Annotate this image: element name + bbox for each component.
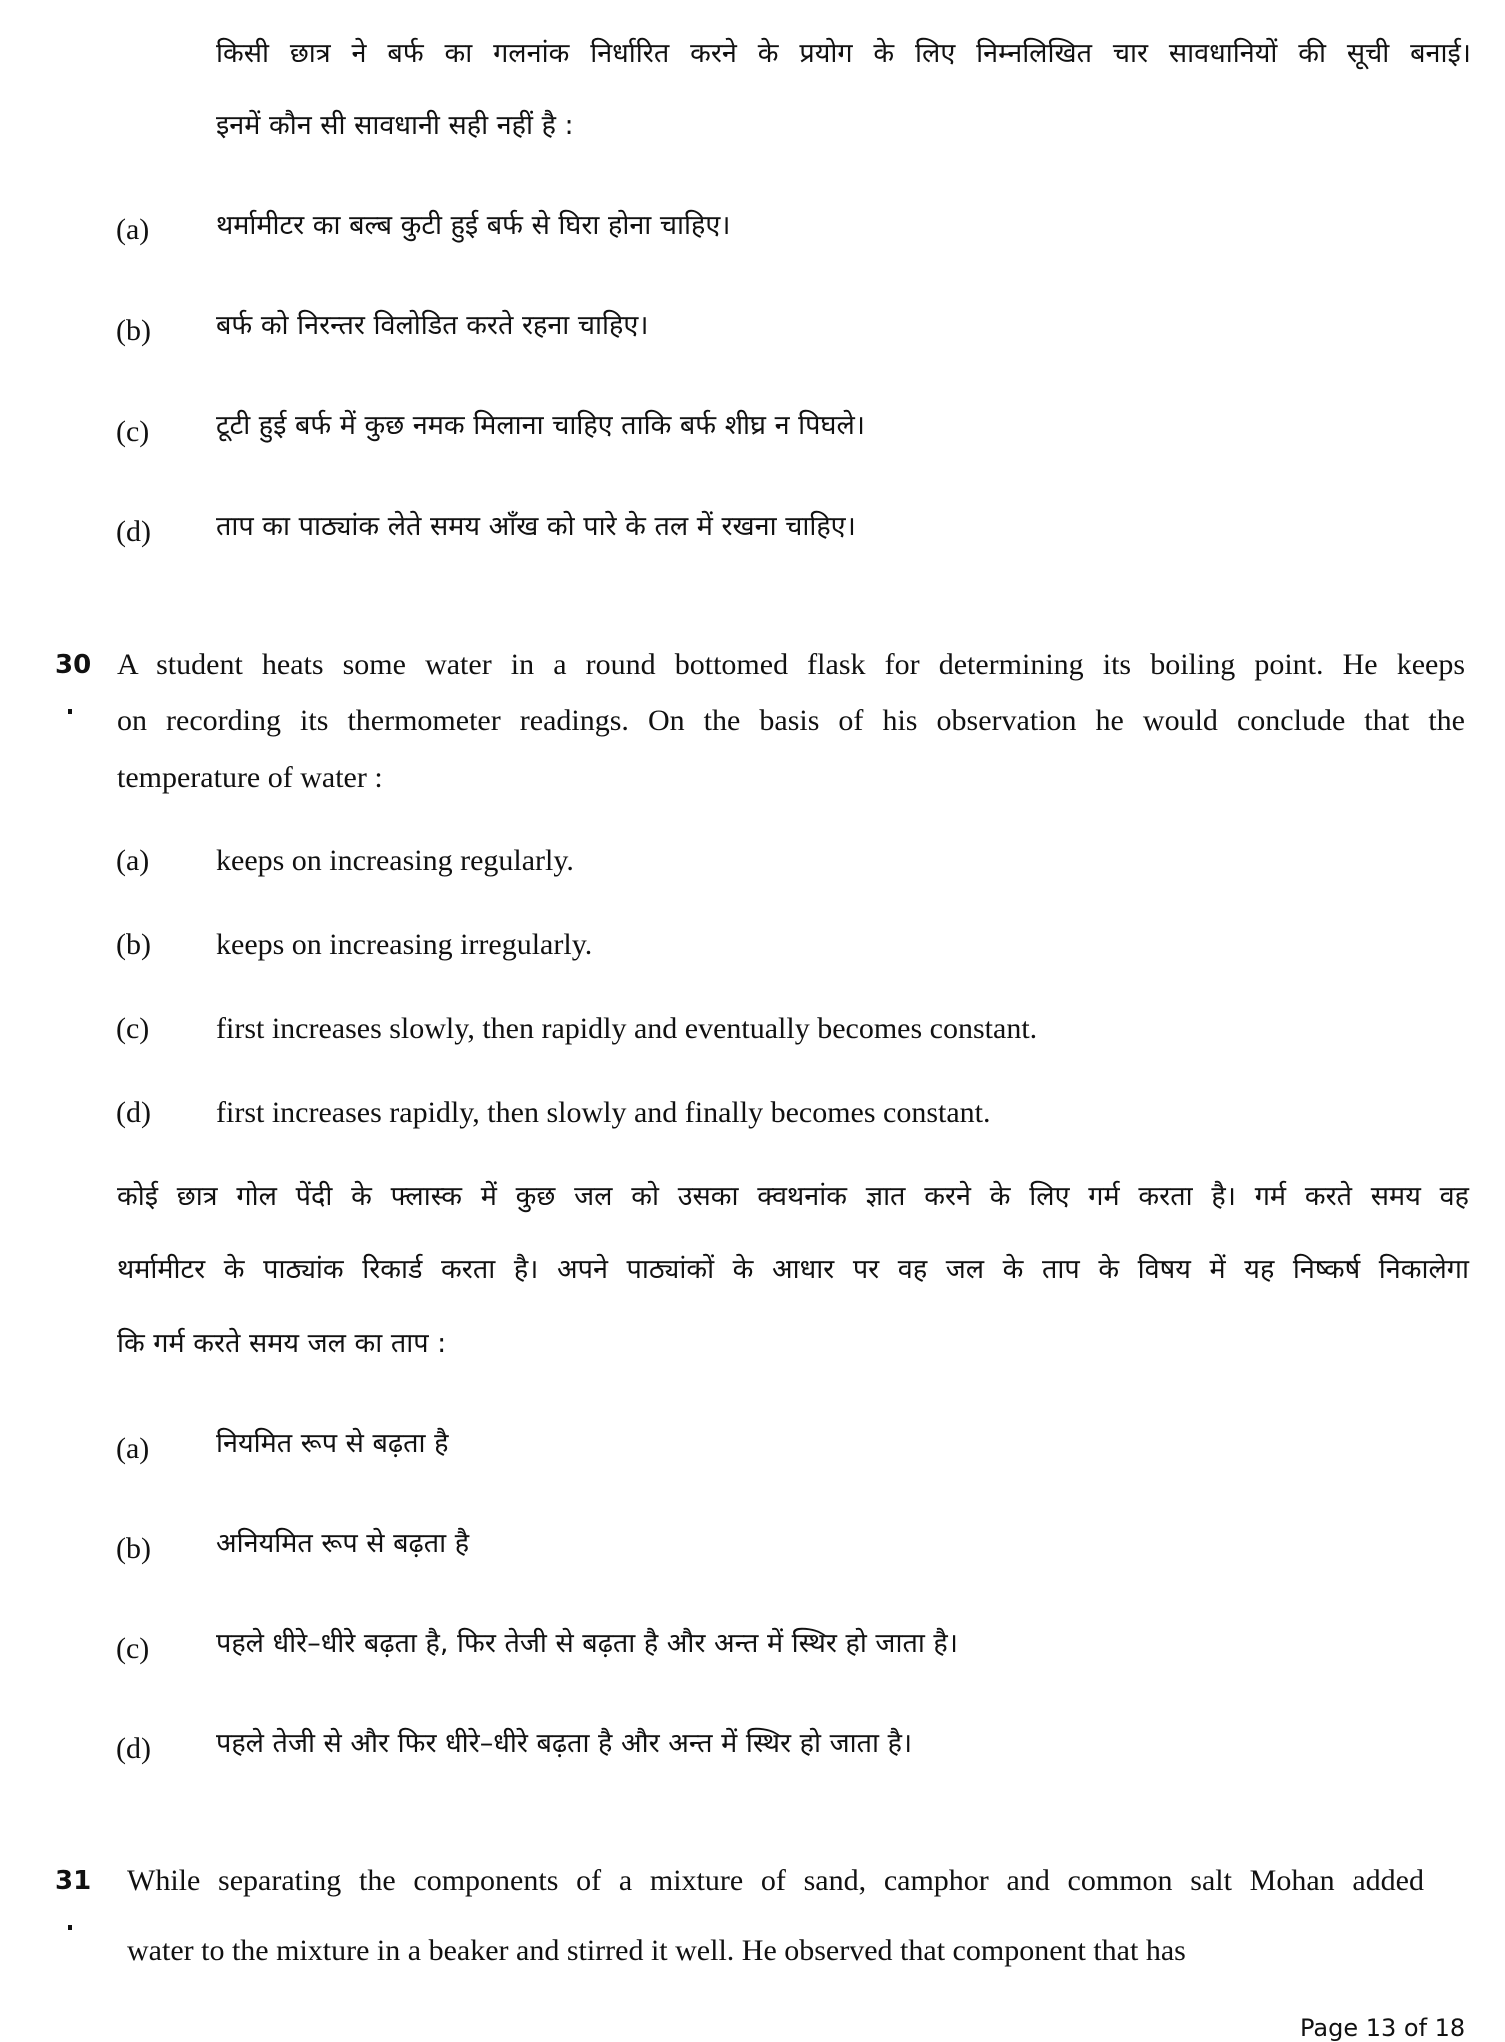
q29-option-d-text: ताप का पाठ्यांक लेते समय आँख को पारे के तल में रखना चाहिए। — [216, 511, 856, 542]
q29-option-d-label: (d) — [116, 515, 151, 548]
q29-option-c-text: टूटी हुई बर्फ में कुछ नमक मिलाना चाहिए ताकि बर्फ शीघ्र न पिघले। — [216, 410, 865, 441]
q29-option-c-label: (c) — [116, 415, 150, 448]
q30-option-c-text: first increases slowly, then rapidly and eventually becomes constant. — [216, 1012, 1038, 1045]
q30-stem-line-2: on recording its thermometer readings. On the basis of his observation he would conclude that the — [117, 704, 1465, 737]
q30-hindi-option-c-label: (c) — [116, 1632, 150, 1665]
q30-hindi-stem-line-3: कि गर्म करते समय जल का ताप : — [117, 1328, 447, 1359]
page-number: Page 13 of 18 — [1300, 2014, 1466, 2042]
q30-hindi-option-a-label: (a) — [116, 1432, 150, 1465]
q31-number: 31 — [55, 1866, 92, 1896]
q30-hindi-option-d-text: पहले तेजी से और फिर धीरे–धीरे बढ़ता है और अन्त में स्थिर हो जाता है। — [216, 1728, 913, 1759]
q31-number-dot — [68, 1925, 72, 1930]
q30-hindi-stem-line-1: कोई छात्र गोल पेंदी के फ्लास्क में कुछ जल को उसका क्वथनांक ज्ञात करने के लिए गर्म करता है। गर्म करते समय वह — [117, 1181, 1469, 1212]
q30-option-a-label: (a) — [116, 844, 150, 877]
q29-option-b-text: बर्फ को निरन्तर विलोडित करते रहना चाहिए। — [216, 310, 649, 341]
q30-number: 30 — [55, 650, 92, 680]
q30-hindi-option-b-label: (b) — [116, 1532, 151, 1565]
q30-hindi-stem-line-2: थर्मामीटर के पाठ्यांक रिकार्ड करता है। अपने पाठ्यांकों के आधार पर वह जल के ताप के विषय में यह निष्कर्ष निकालेगा — [117, 1254, 1469, 1285]
q29-option-a-text: थर्मामीटर का बल्ब कुटी हुई बर्फ से घिरा होना चाहिए। — [216, 210, 731, 241]
q30-option-b-label: (b) — [116, 928, 151, 961]
q29-hindi-stem-line-2: इनमें कौन सी सावधानी सही नहीं है : — [216, 110, 574, 141]
q30-number-dot — [68, 709, 72, 714]
q30-hindi-option-b-text: अनियमित रूप से बढ़ता है — [216, 1528, 470, 1559]
q30-hindi-option-c-text: पहले धीरे–धीरे बढ़ता है, फिर तेजी से बढ़ता है और अन्त में स्थिर हो जाता है। — [216, 1628, 958, 1659]
q30-option-d-text: first increases rapidly, then slowly and finally becomes constant. — [216, 1096, 991, 1129]
q30-option-b-text: keeps on increasing irregularly. — [216, 928, 593, 961]
q29-hindi-stem-line-1: किसी छात्र ने बर्फ का गलनांक निर्धारित करने के प्रयोग के लिए निम्नलिखित चार सावधानियों की सूची बनाई। — [216, 38, 1471, 69]
q30-option-d-label: (d) — [116, 1096, 151, 1129]
q30-stem-line-3: temperature of water : — [117, 761, 383, 794]
q30-hindi-option-a-text: नियमित रूप से बढ़ता है — [216, 1428, 449, 1459]
q30-hindi-option-d-label: (d) — [116, 1732, 151, 1765]
q29-option-b-label: (b) — [116, 314, 151, 347]
q30-option-a-text: keeps on increasing regularly. — [216, 844, 574, 877]
q30-option-c-label: (c) — [116, 1012, 150, 1045]
q31-stem-line-1: While separating the components of a mixture of sand, camphor and common salt Mohan added — [127, 1864, 1424, 1897]
q30-stem-line-1: A student heats some water in a round bottomed flask for determining its boiling point. He keeps — [117, 648, 1465, 681]
q31-stem-line-2: water to the mixture in a beaker and stirred it well. He observed that component that has — [127, 1934, 1186, 1967]
q29-option-a-label: (a) — [116, 213, 150, 246]
